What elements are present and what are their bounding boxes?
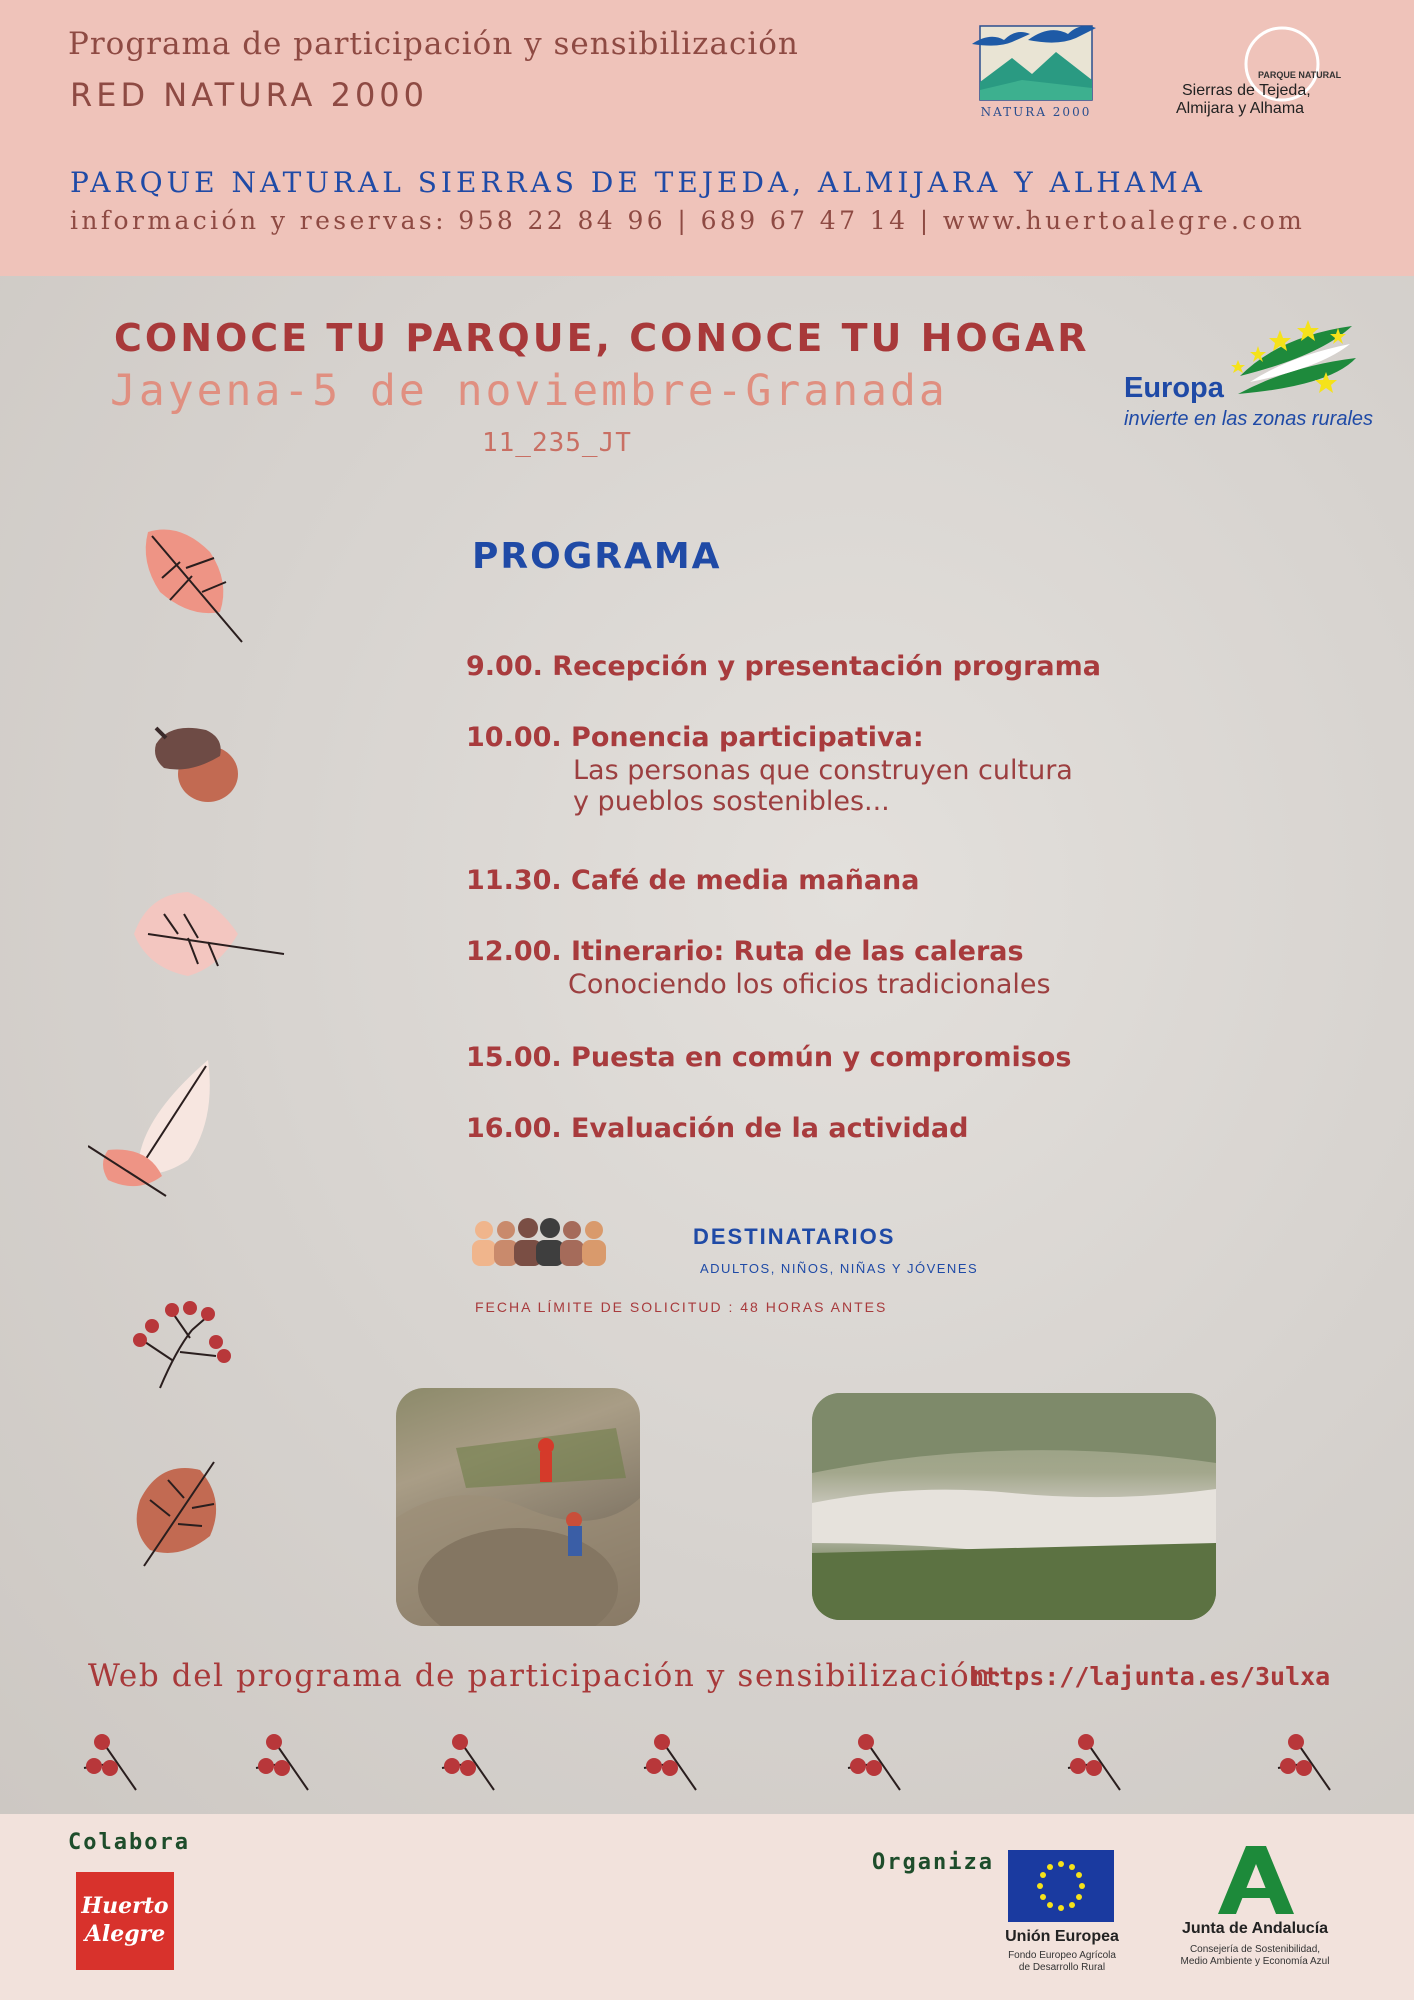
web-label: Web del programa de participación y sensibilización: <box>88 1658 1004 1694</box>
brown-leaf-icon <box>130 1460 226 1570</box>
program-item-title: 9.00. Recepción y presentación programa <box>466 651 1101 682</box>
programa-heading: PROGRAMA <box>472 536 722 577</box>
program-item <box>466 1113 968 1144</box>
huerto-alegre-logo <box>76 1872 174 1970</box>
event-code: 11_235_JT <box>482 428 632 458</box>
europa-tagline: invierte en las zonas rurales <box>1124 408 1374 430</box>
program-item-title: 16.00. Evaluación de la actividad <box>466 1113 969 1144</box>
colabora-label: Colabora <box>68 1830 190 1855</box>
village-photo <box>812 1393 1216 1620</box>
eu-flag-icon <box>1008 1850 1114 1922</box>
huerto-logo-line-2: Alegre <box>84 1921 166 1947</box>
natura-logo-text: NATURA 2000 <box>980 105 1092 119</box>
destinatarios-audience: ADULTOS, NIÑOS, NIÑAS Y JÓVENES <box>700 1261 979 1276</box>
program-item-desc: Las personas que construyen cultura <box>573 755 1073 786</box>
acorn-icon <box>150 718 246 808</box>
eu-subtitle-line: de Desarrollo Rural <box>1018 1962 1106 1973</box>
park-logo-small: PARQUE NATURAL <box>1258 70 1342 80</box>
program-item <box>466 722 1073 817</box>
europa-logo <box>1120 316 1374 436</box>
program-item-desc: y pueblos sostenibles... <box>573 786 890 817</box>
network-name: RED NATURA 2000 <box>70 76 429 114</box>
natura-2000-logo <box>972 18 1122 122</box>
park-logo <box>1170 26 1350 126</box>
park-name: PARQUE NATURAL SIERRAS DE TEJEDA, ALMIJARA Y ALHAMA <box>70 166 1206 199</box>
eu-subtitle <box>988 1950 1136 1974</box>
program-item <box>466 651 1101 682</box>
event-subtitle: Jayena-5 de noviembre-Granada <box>110 366 948 416</box>
contact-info: información y reservas: 958 22 84 96 | 689 67 47 14 | www.huertoalegre.com <box>70 206 1306 235</box>
footer-band <box>0 1814 1414 2000</box>
natura-birds-icon <box>972 18 1122 122</box>
lime-kiln-photo <box>396 1388 640 1626</box>
program-line: Programa de participación y sensibilización <box>68 26 799 62</box>
junta-subtitle <box>1170 1944 1340 1968</box>
event-title: CONOCE TU PARQUE, CONOCE TU HOGAR <box>114 316 1090 360</box>
program-item-title: 12.00. Itinerario: Ruta de las caleras <box>466 936 1024 967</box>
europa-word: Europa <box>1124 372 1224 404</box>
organiza-label: Organiza <box>872 1850 994 1875</box>
park-logo-text-1: Sierras de Tejeda, <box>1182 82 1311 99</box>
people-group-icon <box>470 1218 610 1266</box>
deadline-text: FECHA LÍMITE DE SOLICITUD : 48 HORAS ANTES <box>475 1299 888 1315</box>
program-item-title: 15.00. Puesta en común y compromisos <box>466 1042 1072 1073</box>
huerto-logo-line-1: Huerto <box>81 1893 169 1919</box>
park-logo-text-2: Almijara y Alhama <box>1176 100 1305 117</box>
berry-row-icon <box>80 1728 1340 1794</box>
destinatarios-title: DESTINATARIOS <box>693 1224 896 1249</box>
junta-subtitle-line: Consejería de Sostenibilidad, <box>1189 1944 1321 1955</box>
eu-name: Unión Europea <box>1005 1928 1119 1945</box>
program-item-title: 10.00. Ponencia participativa: <box>466 722 924 753</box>
eu-subtitle-line: Fondo Europeo Agrícola <box>1008 1950 1116 1961</box>
junta-subtitle-line: Medio Ambiente y Economía Azul <box>1180 1956 1330 1967</box>
pink-leaf-icon <box>128 884 288 984</box>
junta-name: Junta de Andalucía <box>1181 1920 1329 1937</box>
program-item-title: 11.30. Café de media mañana <box>466 865 920 896</box>
program-item-desc: Conociendo los oficios tradicionales <box>568 969 1051 1000</box>
program-item <box>466 865 919 896</box>
program-item <box>466 936 1051 1000</box>
web-url-link[interactable]: https://lajunta.es/3ulxa <box>969 1662 1331 1691</box>
program-item <box>466 1042 1071 1073</box>
two-leaves-icon <box>88 1060 218 1200</box>
berries-icon <box>132 1300 240 1390</box>
junta-andalucia-logo-icon <box>1218 1844 1294 1916</box>
leaf-icon <box>140 522 250 646</box>
